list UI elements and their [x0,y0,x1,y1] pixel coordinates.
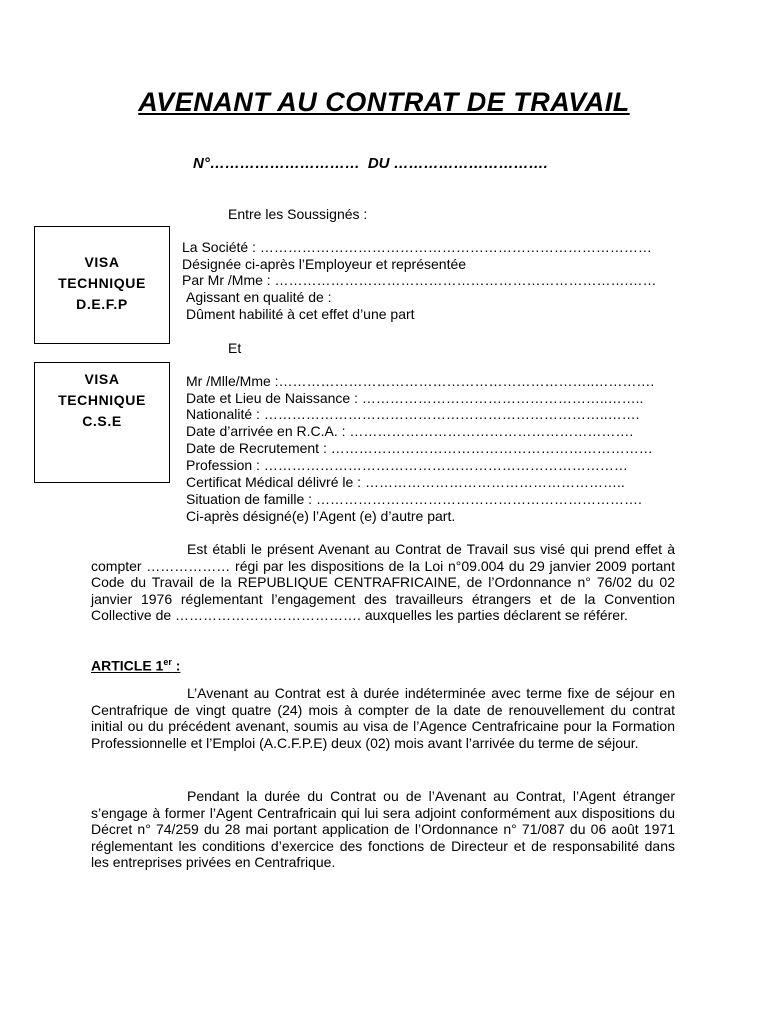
visa-label: VISA [84,254,120,270]
visa-label: VISA [84,371,120,387]
number-field: N°………………………… [193,155,360,172]
article-1-heading [91,657,180,674]
date-field: DU …………………………. [367,155,548,172]
visa-box-defp [34,226,170,344]
employer-designation: Désignée ci-après l’Employeur et représentée [182,256,467,272]
agent-recruitment: Date de Recrutement : …………………………………………………………… [186,440,653,456]
employer-authorized: Dûment habilité à cet effet d’une part [186,306,415,322]
article-1-paragraph-1 [91,685,675,751]
contract-number-line [193,155,548,172]
employer-company: La Société : ………………………………………………………………………… [182,239,652,255]
agent-profession: Profession : …………………………………………………………………… [186,457,628,473]
visa-box-cse [34,362,170,483]
agent-medical: Certificat Médical délivré le : ……………………………………………….. [186,474,625,490]
article-label: ARTICLE 1 [91,657,164,674]
agent-nationality: Nationalité : ………………………………………………………………..……. [186,406,640,422]
visa-defp-label: D.E.F.P [76,296,128,312]
article-1-text-1: L’Avenant au Contrat est à durée indéterminée avec terme fixe de séjour en Centrafrique de vingt quatre (24) mois à compter de la date de renouvellement du contrat initial ou du précédent avenant, soumis au visa de l’Agence Centrafricaine pour la Formation Professionnelle et l’Emploi (A.C.F.P.E) deux (02) mois avant l’arrivée du terme de séjour. [91,685,675,751]
employer-capacity: Agissant en qualité de : [186,289,332,305]
intro-text: Entre les Soussignés : [228,206,368,222]
preamble-paragraph [91,541,675,624]
agent-arrival: Date d’arrivée en R.C.A. : ……………………………………………………. [186,423,634,439]
article-1-text-2: Pendant la durée du Contrat ou de l’Avenant au Contrat, l’Agent étranger s’engage à former l’Agent Centrafricain qui lui sera adjoint conformément aux dispositions du Décret n° 74/259 du 28 mai portant application de l’Ordonnance n° 71/087 du 06 août 1971 réglementant les conditions d’exercice des fonctions de Directeur et de responsabilité dans les entreprises privées en Centrafrique. [91,788,675,870]
article-1-paragraph-2 [91,788,675,871]
article-suffix: : [171,657,181,674]
preamble-text: Est établi le présent Avenant au Contrat de Travail sus visé qui prend effet à compter ……………… régi par les dispositions de la Loi n°09.004 du 29 janvier 2009 portant Code du Travail de la REPUBLIQUE CENTRAFRICAINE, de l’Ordonnance n° 76/02 du 02 janvier 1976 réglementant l’engagement des travailleurs étrangers et de la Convention Collective de …………………………………. auxquelles les parties déclarent se référer. [91,541,675,623]
document-title: AVENANT AU CONTRAT DE TRAVAIL [138,87,630,117]
agent-family: Situation de famille : ……………………………………………………………. [186,491,642,507]
visa-cse-label: C.S.E [82,413,122,429]
agent-name: Mr /Mlle/Mme :…………………………………………………………..…………. [186,373,655,389]
article-sup: er [163,657,172,667]
agent-designation: Ci-après désigné(e) l’Agent (e) d’autre part. [186,508,456,524]
agent-birth: Date et Lieu de Naissance : ……………………………………………..…….. [186,390,644,406]
visa-technique-label: TECHNIQUE [58,392,146,408]
employer-representative: Par Mr /Mme : ………………………………………………………………….…… [182,272,657,288]
et-text: Et [228,340,242,356]
visa-technique-label: TECHNIQUE [58,275,146,291]
